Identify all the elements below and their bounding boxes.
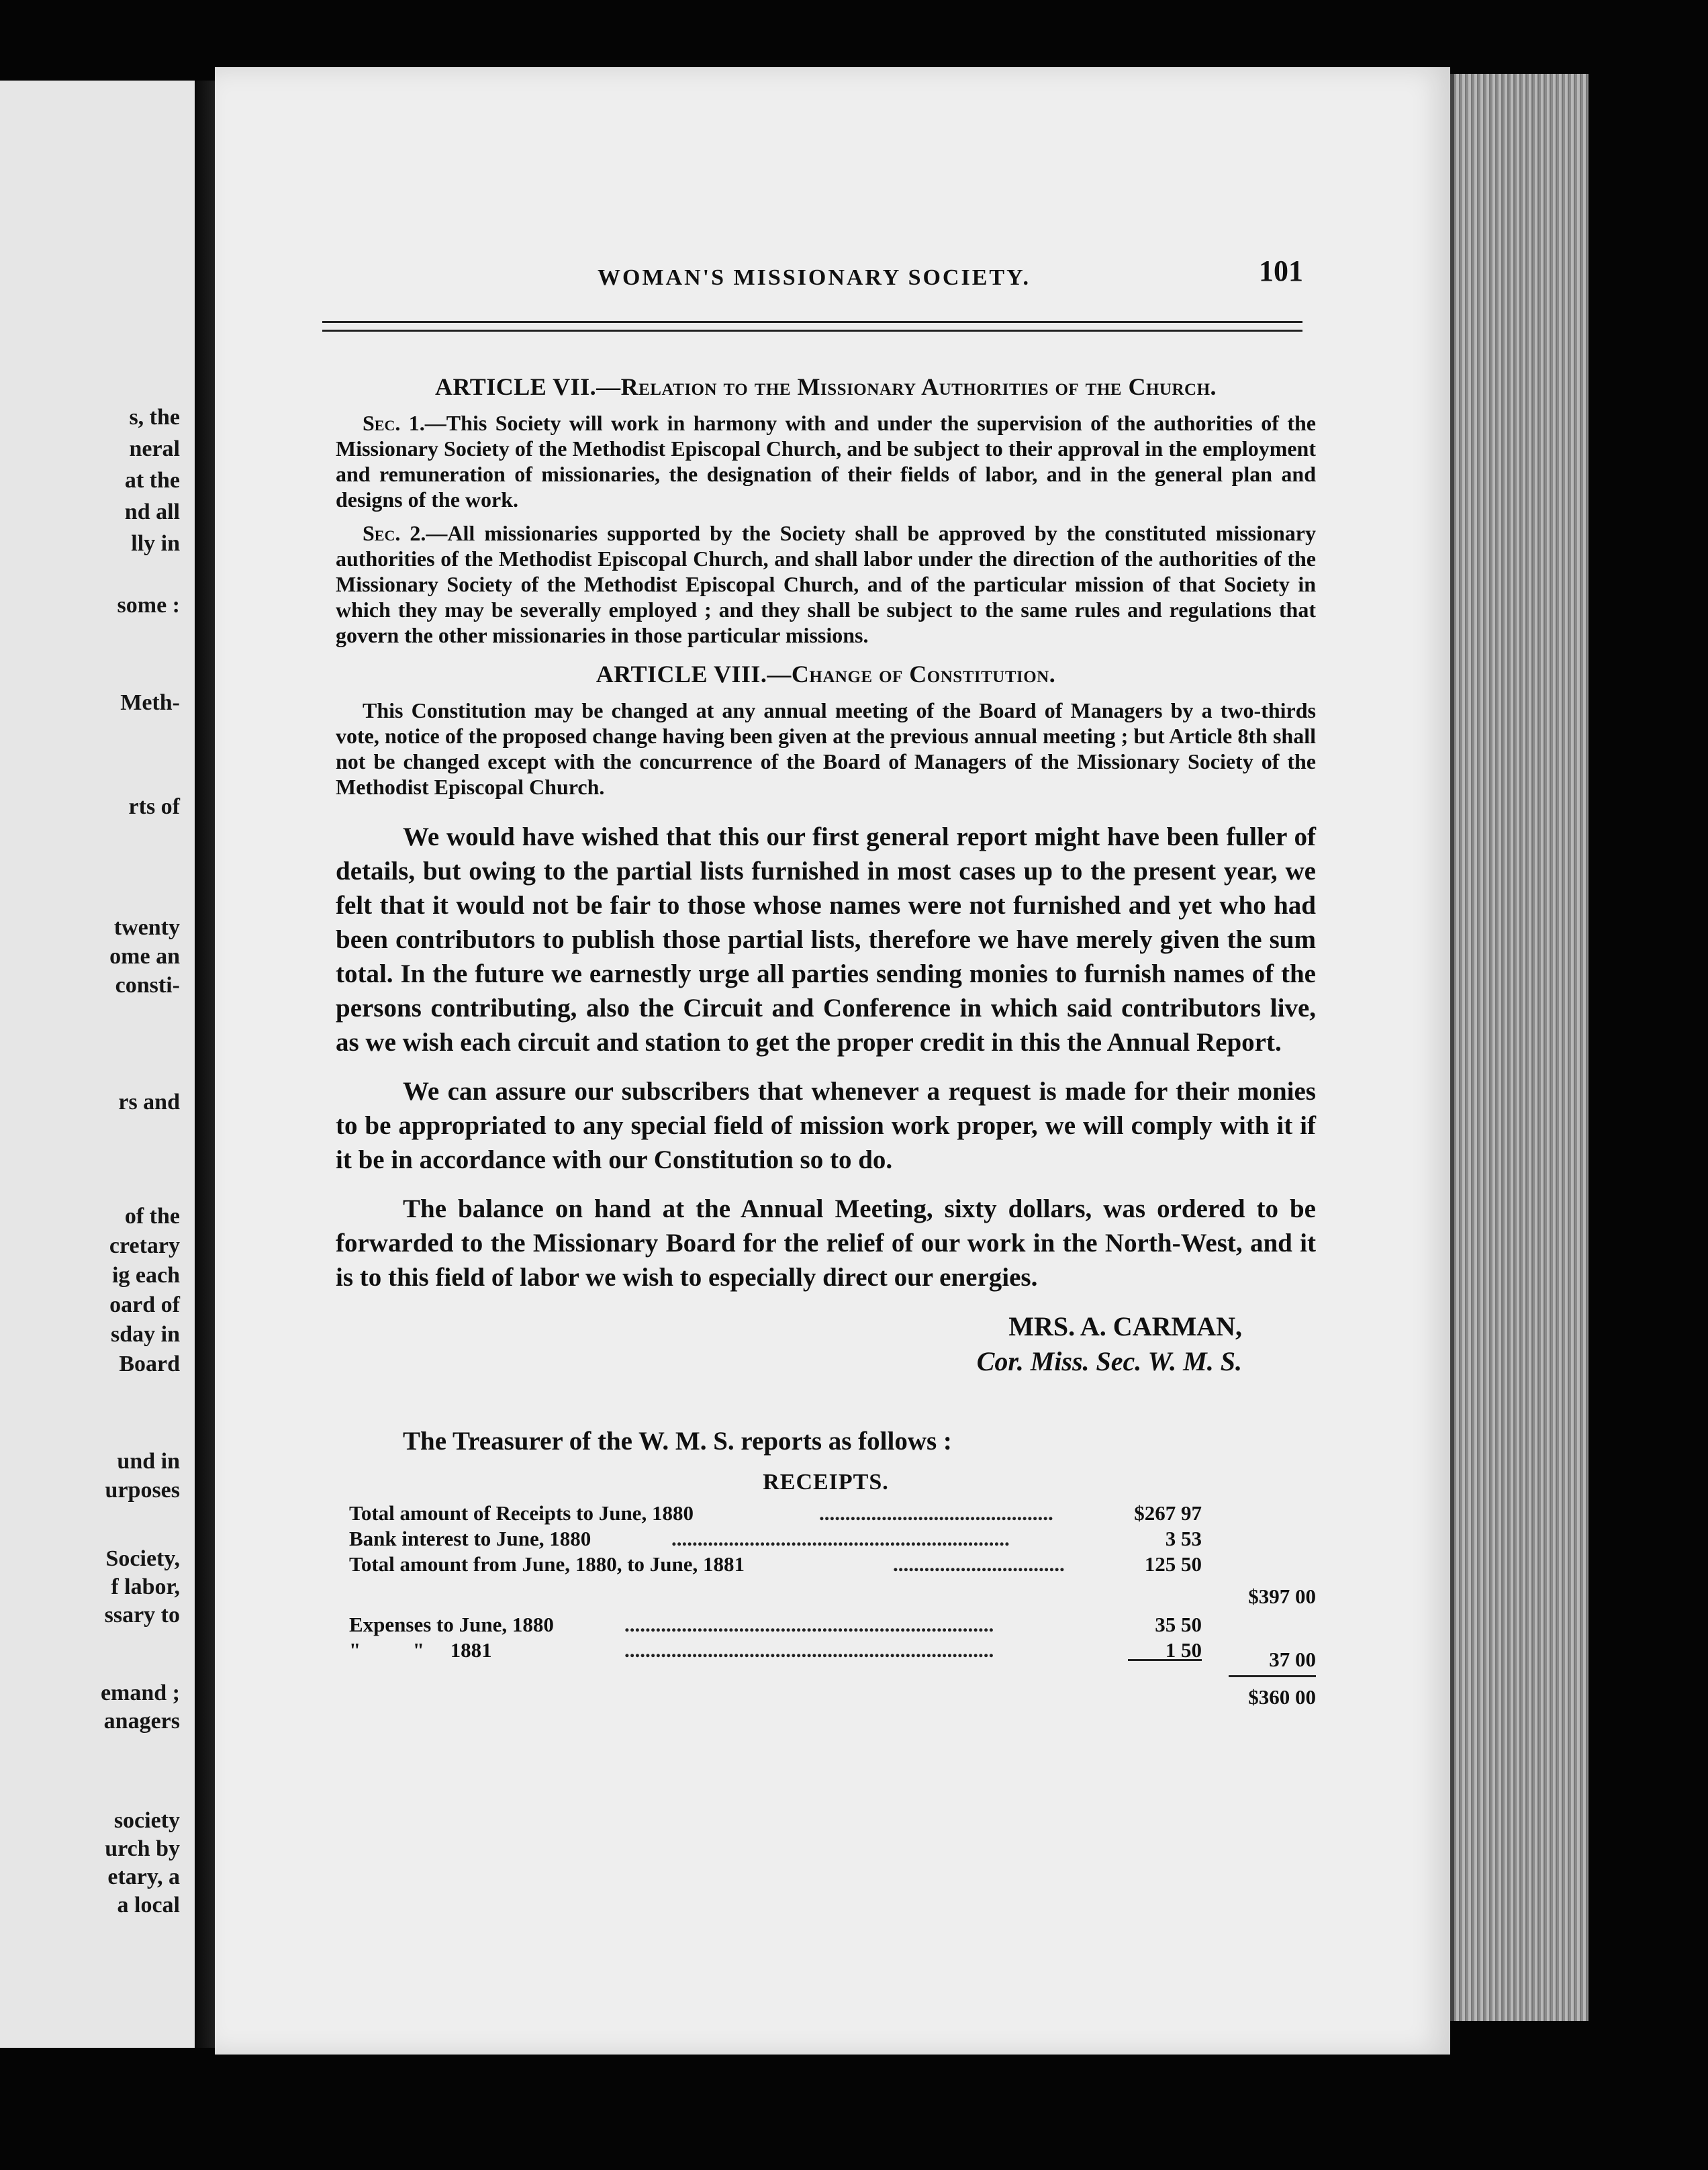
total-rule: [1229, 1675, 1316, 1677]
leader-dots: .............................................: [819, 1501, 1053, 1525]
ledger-label: Total amount from June, 1880, to June, 1881: [349, 1552, 745, 1576]
fragment: emand ;: [100, 1681, 180, 1705]
section-text: —This Society will work in harmony with and under the supervision of the authorities of the Missionary Society of the Methodist Episcopal Church, and be subject to their approval in the employment and remuneration of missionaries, the designation of their fields of labor, and in the general plan and designs of the work.: [336, 411, 1317, 512]
running-head: WOMAN'S MISSIONARY SOCIETY.: [598, 265, 1031, 290]
page-number: 101: [1259, 254, 1303, 287]
section-text: —All missionaries supported by the Society shall be approved by the constituted missionary authorities of the Methodist Episcopal Church, and shall labor under the direction of the authorities of the Missionary Society of the Methodist Episcopal Church, and of the particular mission of that Society in which they may be severally employed ; and they shall be subject to the same rules and regulations that govern the other missionaries in those particular missions.: [336, 521, 1317, 647]
ledger-amount: 1 50: [1165, 1638, 1202, 1662]
fragment: a local: [117, 1893, 180, 1918]
ledger-amount: $267 97: [1134, 1501, 1202, 1525]
fragment: rs and: [118, 1090, 180, 1115]
fragment: Society,: [105, 1546, 180, 1571]
ledger-row: [336, 1501, 1316, 1526]
fragment: lly in: [131, 531, 180, 556]
article-8-text: This Constitution may be changed at any annual meeting of the Board of Managers by a two-thirds vote, notice of the proposed change having been given at the previous annual meeting ; but Article 8th shall not be changed except with the concurrence of the Board of Managers of the Missionary Society of the Methodist Episcopal Church.: [336, 698, 1316, 799]
fragment: nd all: [124, 500, 180, 524]
page-content: [336, 373, 1317, 1709]
ledger-grand-total: $360 00: [1248, 1685, 1316, 1709]
ledger-row: [336, 1552, 1316, 1577]
section-label: Sec. 1.: [363, 411, 425, 435]
signature-block: [336, 1309, 1316, 1379]
article-7-section-1: [336, 410, 1316, 512]
ledger-row: [336, 1577, 1316, 1612]
ledger-amount: 125 50: [1144, 1552, 1202, 1576]
fragment: ig each: [111, 1263, 180, 1288]
report-paragraph-2: We can assure our subscribers that whenever a request is made for their monies to be appropriated to any special field of mission work proper, we will comply with it if it be in accordance with our Constitution so to do.: [336, 1077, 1316, 1174]
leader-dots: .......................................................................: [624, 1613, 994, 1636]
article-8-title: Change of Constitution.: [791, 661, 1056, 688]
treasurer-intro: The Treasurer of the W. M. S. reports as follows :: [403, 1427, 952, 1456]
header-rule: [322, 321, 1302, 332]
signature-title: Cor. Miss. Sec. W. M. S.: [976, 1346, 1242, 1376]
leader-dots: .......................................................................: [624, 1638, 994, 1662]
fragment: urch by: [105, 1836, 180, 1861]
article-7-heading: [336, 373, 1316, 401]
fragment: consti-: [115, 973, 180, 998]
section-label: Sec. 2.: [363, 521, 426, 545]
ledger-row: [336, 1612, 1316, 1638]
ledger-row: [336, 1679, 1316, 1709]
article-7-number: ARTICLE VII.—: [434, 373, 621, 400]
fragment: etary, a: [107, 1865, 180, 1889]
subtotal-rule: [1128, 1659, 1202, 1661]
ledger-amount: 3 53: [1165, 1527, 1202, 1550]
fragment: oard of: [109, 1292, 180, 1317]
fragment: Meth-: [120, 690, 180, 715]
fragment: cretary: [109, 1233, 180, 1258]
fragment: twenty: [113, 915, 180, 940]
ledger-table: [336, 1501, 1316, 1709]
fragment: rts of: [128, 794, 180, 819]
fragment: neral: [129, 436, 180, 461]
ledger-total: 37 00: [1269, 1648, 1316, 1671]
fragment: society: [113, 1808, 180, 1833]
report-paragraph-3: The balance on hand at the Annual Meeting, sixty dollars, was ordered to be forwarded to the Missionary Board for the relief of our work in the North-West, and it is to this field of labor we wish to especially direct our energies.: [336, 1194, 1316, 1292]
book-gutter: [195, 81, 215, 2048]
fragment: und in: [117, 1449, 180, 1474]
page-edges: [1450, 74, 1588, 2021]
ledger-total: $397 00: [1248, 1585, 1316, 1608]
report-paragraph-1: We would have wished that this our first general report might have been fuller of details, but owing to the partial lists furnished in most cases up to the present year, we felt that it would not be fair to those whose names were not furnished and yet who had been contributors to publish those partial lists, therefore we have merely given the sum total. In the future we earnestly urge all parties sending monies to furnish names of the persons contributing, also the Circuit and Conference in which said contributors live, as we wish each circuit and station to get the proper credit in this the Annual Report.: [336, 822, 1316, 1057]
fragment: f labor,: [111, 1574, 180, 1599]
leader-dots: .................................: [893, 1552, 1065, 1576]
signature-name: MRS. A. CARMAN,: [1008, 1311, 1242, 1341]
fragment: s, the: [129, 405, 180, 430]
receipts-heading: RECEIPTS.: [763, 1470, 889, 1495]
ledger-label: Bank interest to June, 1880: [349, 1527, 591, 1550]
article-7-section-2: [336, 520, 1316, 648]
ledger-rule-row: [336, 1663, 1316, 1679]
fragment: urposes: [105, 1478, 180, 1503]
ledger-label: Expenses to June, 1880: [349, 1613, 554, 1636]
article-8-heading: [336, 660, 1316, 688]
fragment: Board: [119, 1352, 180, 1376]
ledger-amount: 35 50: [1155, 1613, 1202, 1636]
fragment: some :: [117, 593, 180, 618]
article-8-number: ARTICLE VIII.—: [596, 661, 792, 688]
leader-dots: .................................................................: [671, 1527, 1010, 1550]
fragment: ome an: [109, 944, 180, 969]
fragment: sday in: [111, 1322, 180, 1347]
facing-page: [0, 81, 201, 2048]
ledger-row: [336, 1526, 1316, 1552]
fragment: at the: [124, 468, 180, 493]
article-7-title: Relation to the Missionary Authorities of the Church.: [620, 373, 1217, 400]
fragment: ssary to: [104, 1603, 180, 1628]
ledger-label: " " 1881: [349, 1638, 492, 1662]
fragment: of the: [124, 1204, 180, 1229]
fragment: anagers: [103, 1709, 180, 1734]
ledger-label: Total amount of Receipts to June, 1880: [349, 1501, 694, 1525]
